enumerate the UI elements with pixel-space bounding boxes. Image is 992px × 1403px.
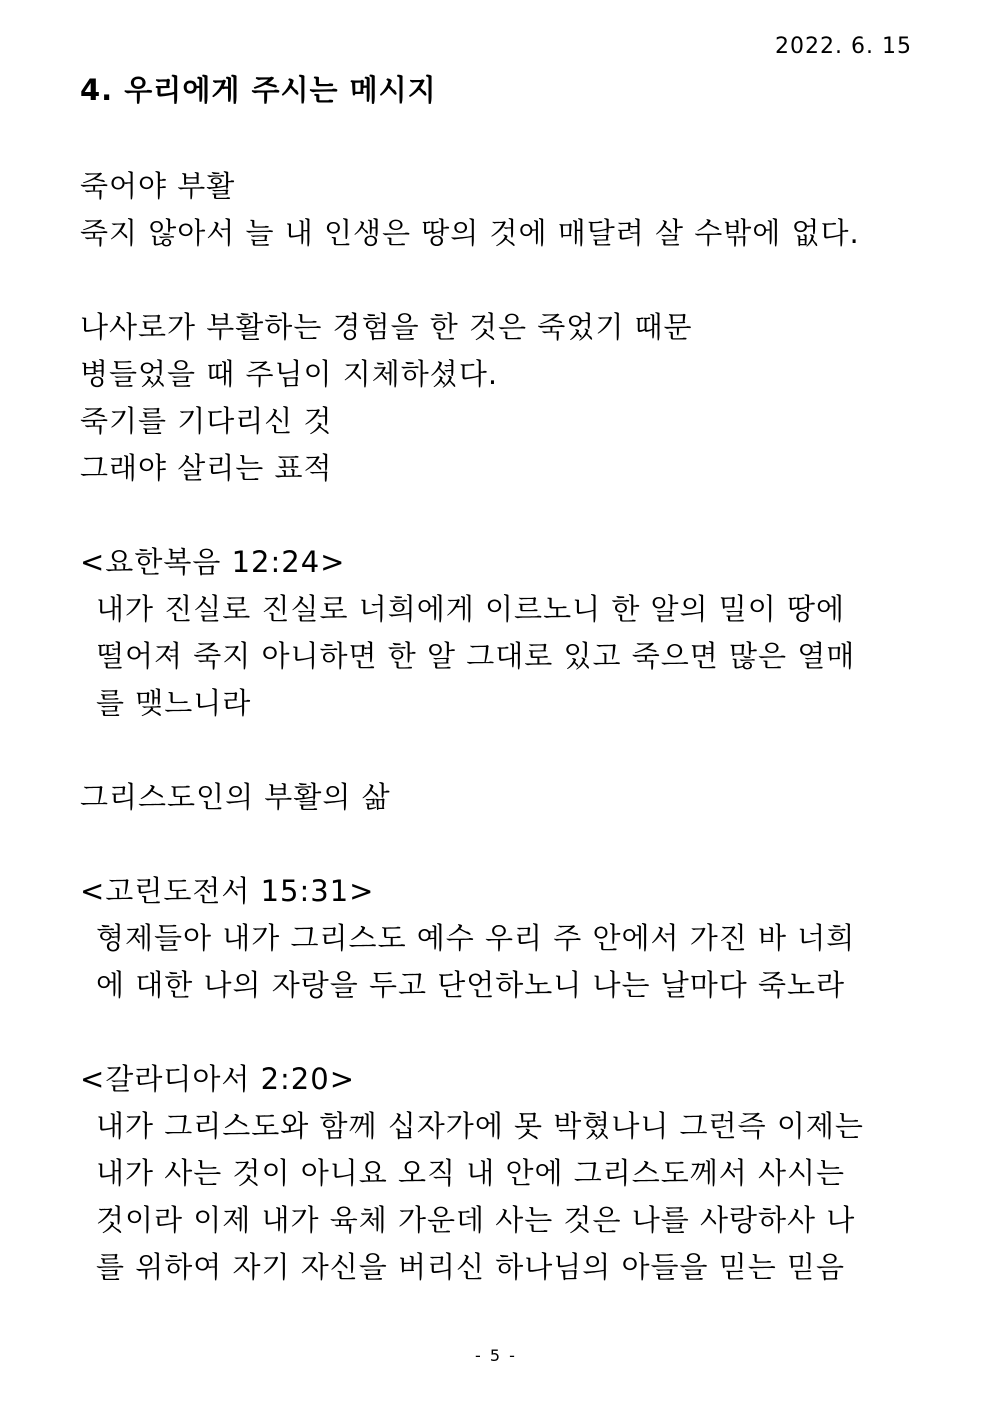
paragraph-line: 죽기를 기다리신 것 (80, 404, 333, 438)
verse-line: 형제들아 내가 그리스도 예수 우리 주 안에서 가진 바 너희 (96, 921, 856, 955)
verse-line: 것이라 이제 내가 육체 가운데 사는 것은 나를 사랑하사 나 (96, 1203, 856, 1237)
verse-line: 에 대한 나의 자랑을 두고 단언하노니 나는 날마다 죽노라 (96, 968, 846, 1002)
verse-line: 떨어져 죽지 아니하면 한 알 그대로 있고 죽으면 많은 열매 (96, 639, 856, 673)
paragraph-line: 나사로가 부활하는 경험을 한 것은 죽었기 때문 (80, 310, 693, 344)
verse-reference: <갈라디아서 2:20> (80, 1062, 356, 1096)
blank-line (80, 257, 920, 304)
blank-line (80, 821, 920, 868)
verse-line: 를 위하여 자기 자신을 버리신 하나님의 아들을 믿는 믿음 (96, 1250, 846, 1284)
document-date: 2022. 6. 15 (775, 34, 912, 59)
page-number: - 5 - (475, 1346, 517, 1365)
paragraph-line: 그리스도인의 부활의 삶 (80, 780, 391, 814)
paragraph-line: 죽어야 부활 (80, 169, 236, 203)
blank-line (80, 1009, 920, 1056)
verse-line: 내가 그리스도와 함께 십자가에 못 박혔나니 그런즉 이제는 (96, 1109, 864, 1143)
verse-line: 를 맺느니라 (96, 686, 252, 720)
verse-reference: <고린도전서 15:31> (80, 874, 375, 908)
blank-line (80, 492, 920, 539)
paragraph-line: 병들었을 때 주님이 지체하셨다. (80, 357, 499, 391)
document-body (80, 163, 920, 1291)
blank-line (80, 727, 920, 774)
section-title: 4. 우리에게 주시는 메시지 (80, 73, 437, 107)
verse-line: 내가 사는 것이 아니요 오직 내 안에 그리스도께서 사시는 (96, 1156, 846, 1190)
paragraph-line: 죽지 않아서 늘 내 인생은 땅의 것에 매달려 살 수밖에 없다. (80, 216, 860, 250)
paragraph-line: 그래야 살리는 표적 (80, 451, 333, 485)
verse-line: 내가 진실로 진실로 너희에게 이르노니 한 알의 밀이 땅에 (96, 592, 846, 626)
verse-reference: <요한복음 12:24> (80, 545, 346, 579)
